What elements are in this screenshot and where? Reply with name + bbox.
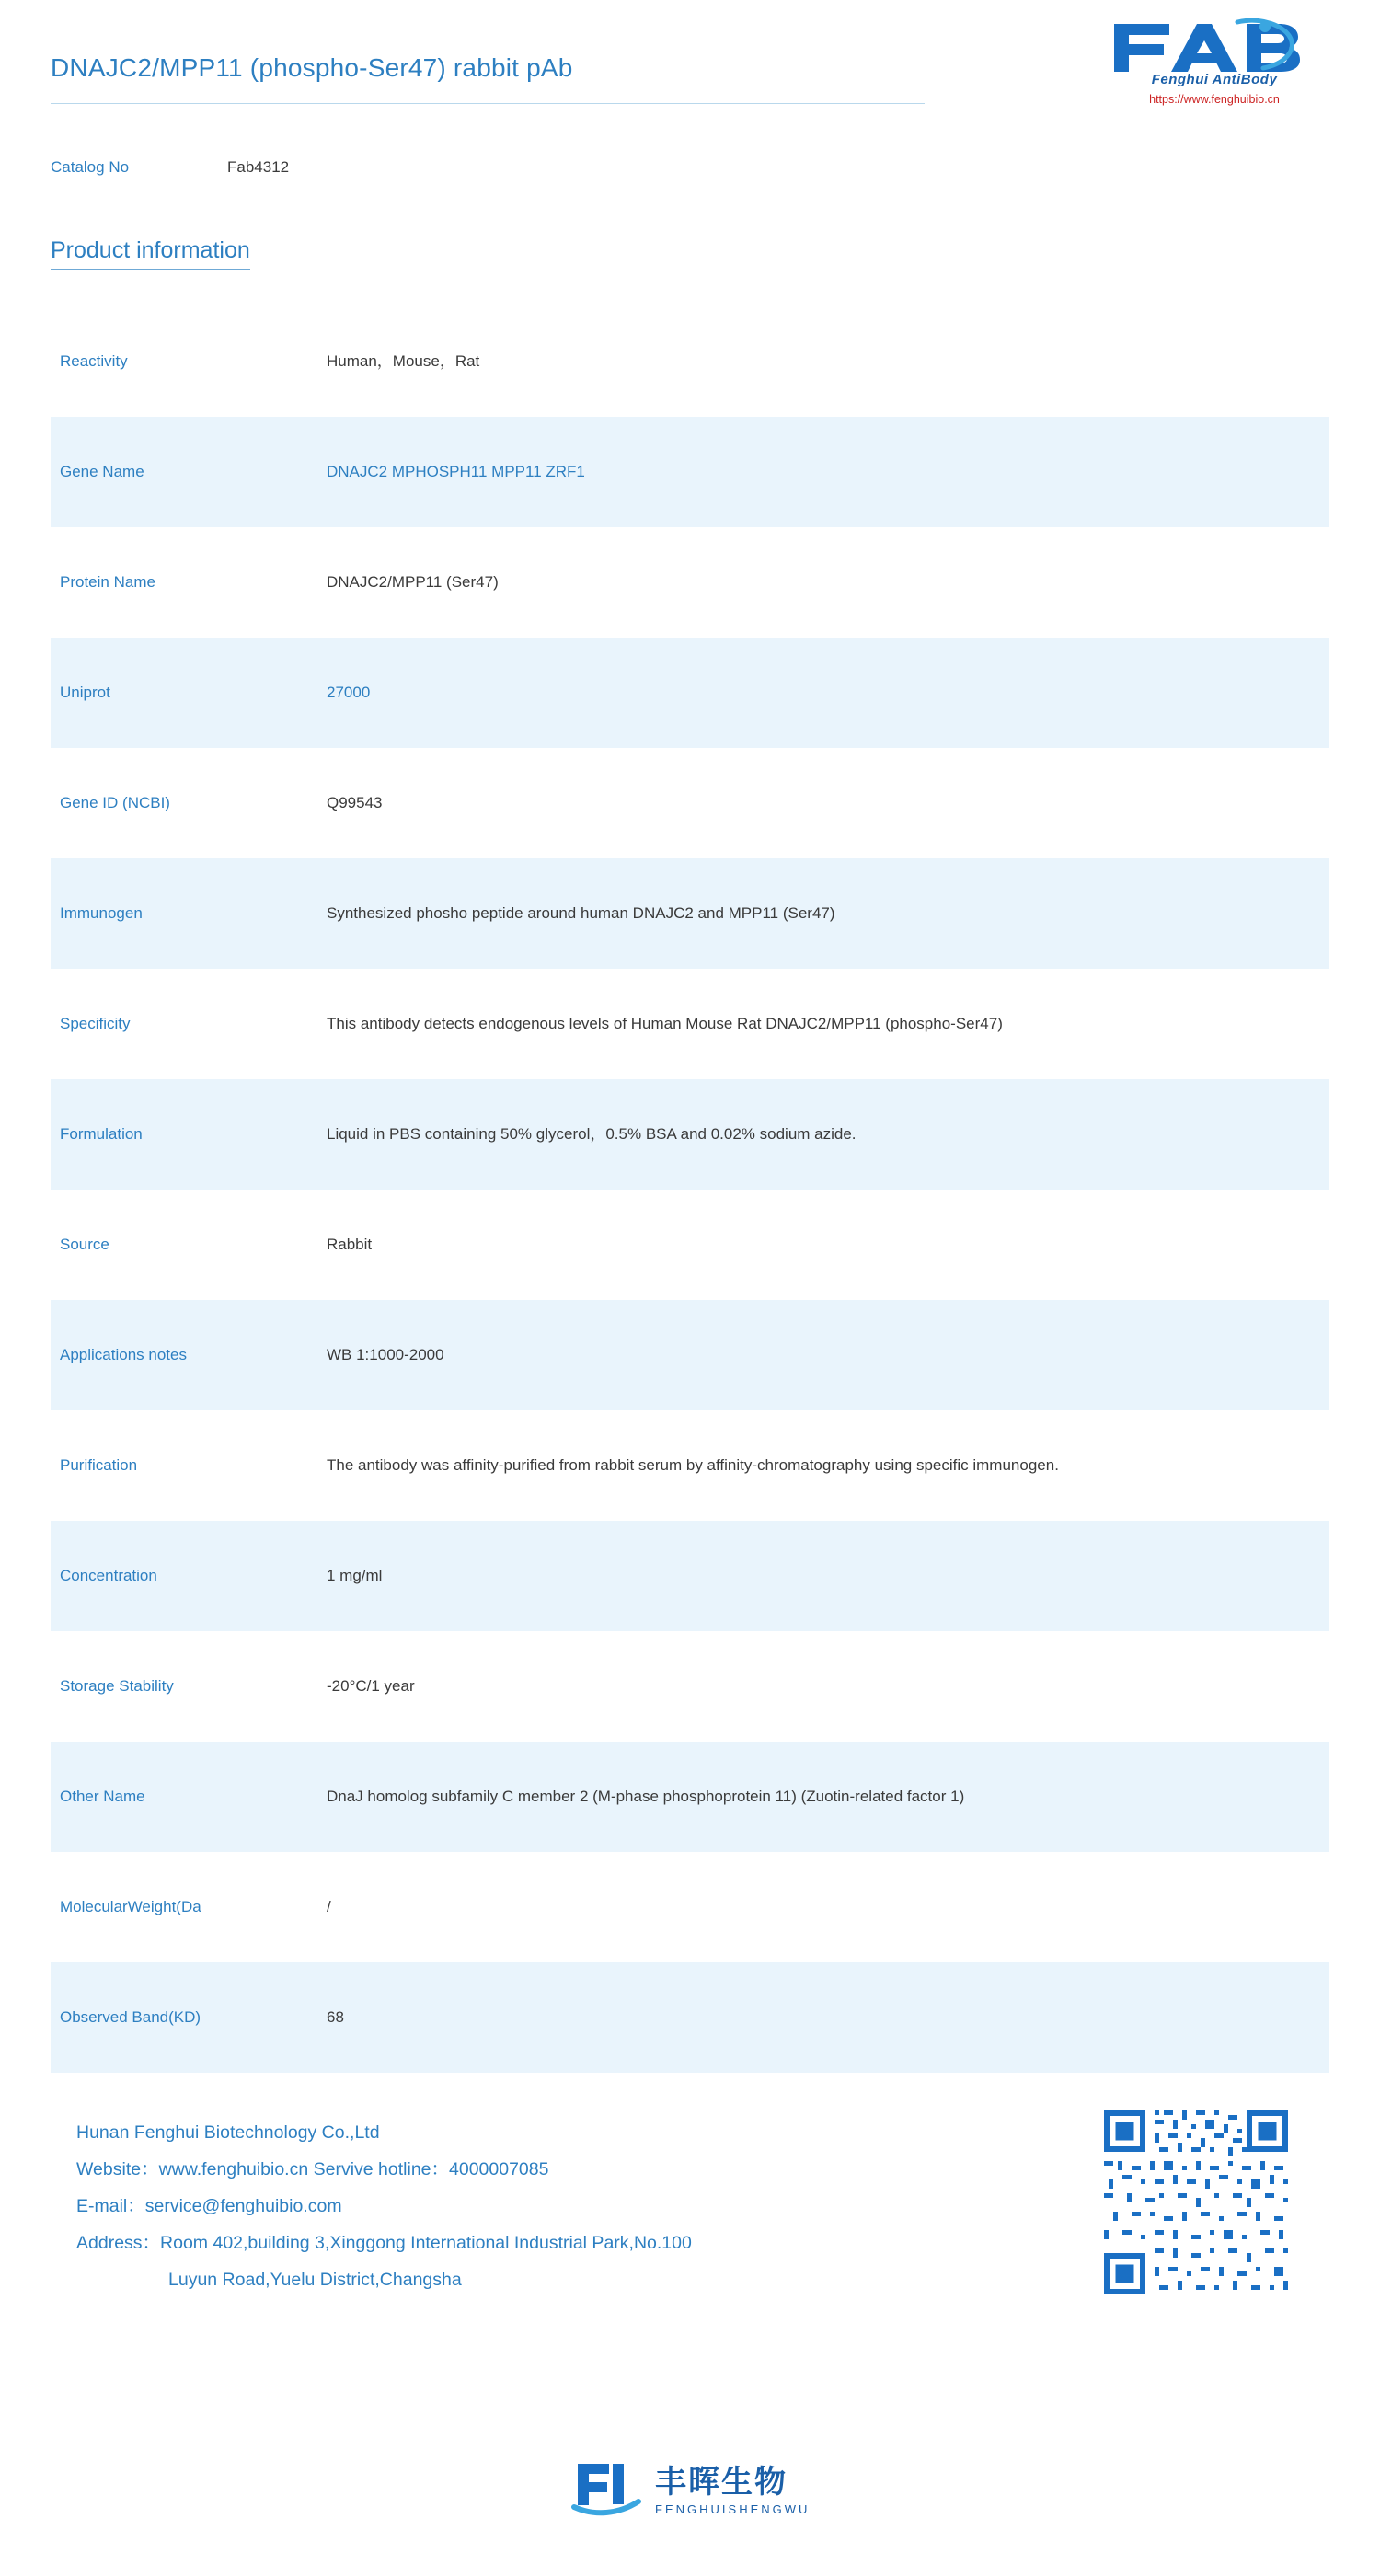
row-value: DnaJ homolog subfamily C member 2 (M-phase phosphoprotein 11) (Zuotin-related factor 1) [327,1788,965,1806]
footer-website: Website：www.fenghuibio.cn Servive hotline：4000007085 [76,2158,549,2179]
catalog-row [51,158,1329,182]
row-key: Source [60,1236,109,1253]
row-key: Storage Stability [60,1677,174,1695]
row-key: Specificity [60,1015,131,1032]
table-row [51,969,1329,1079]
row-value: 27000 [327,684,371,702]
row-value: -20°C/1 year [327,1677,415,1696]
table-row [51,1300,1329,1410]
logo-website-url: https://www.fenghuibio.cn [1149,93,1280,106]
document-header [51,0,1329,138]
row-value: DNAJC2 MPHOSPH11 MPP11 ZRF1 [327,463,585,481]
table-row [51,1190,1329,1300]
row-value: The antibody was affinity-purified from rabbit serum by affinity-chromatography using specific immunogen. [327,1456,1059,1475]
table-row [51,1742,1329,1852]
table-row [51,1079,1329,1190]
fab-logo-icon [1099,18,1329,75]
table-row [51,1631,1329,1742]
row-key: Purification [60,1456,138,1474]
catalog-value: Fab4312 [227,158,290,176]
row-key: MolecularWeight(Da [60,1898,201,1915]
row-value: DNAJC2/MPP11 (Ser47) [327,573,499,592]
row-key: Gene Name [60,463,144,480]
table-row [51,748,1329,858]
table-row [51,306,1329,417]
row-key: Reactivity [60,352,128,370]
footer-company: Hunan Fenghui Biotechnology Co.,Ltd [76,2122,380,2143]
row-value: Rabbit [327,1236,373,1254]
brand-name-en: FENGHUISHENGWU [655,2502,811,2517]
table-row [51,858,1329,969]
company-logo [1099,18,1329,106]
row-value: Q99543 [327,794,383,812]
row-key: Uniprot [60,684,110,701]
fenghui-logo-icon [570,2456,642,2525]
qr-code-icon [1099,2106,1293,2299]
row-key: Applications notes [60,1346,187,1363]
row-value: 68 [327,2008,344,2027]
logo-subtitle: Fenghui AntiBody [1151,72,1278,87]
page-title: DNAJC2/MPP11 (phospho-Ser47) rabbit pAb [51,53,573,82]
row-key: Observed Band(KD) [60,2008,201,2026]
row-value: Human，Mouse，Rat [327,352,480,371]
table-row [51,1852,1329,1962]
row-value: Liquid in PBS containing 50% glycerol，0.5% BSA and 0.02% sodium azide. [327,1125,857,1144]
row-key: Other Name [60,1788,145,1805]
row-value: / [327,1898,331,1916]
row-key: Formulation [60,1125,143,1143]
document-footer [51,2106,1329,2409]
row-key: Protein Name [60,573,155,591]
table-row [51,417,1329,527]
table-row [51,638,1329,748]
table-row [51,1410,1329,1521]
brand-footer [0,2456,1380,2525]
row-value: This antibody detects endogenous levels of Human Mouse Rat DNAJC2/MPP11 (phospho-Ser47) [327,1015,1003,1033]
row-value: 1 mg/ml [327,1567,383,1585]
table-row [51,527,1329,638]
table-row [51,1521,1329,1631]
row-key: Gene ID (NCBI) [60,794,170,811]
product-information-table [51,306,1329,2073]
row-value: Synthesized phosho peptide around human DNAJC2 and MPP11 (Ser47) [327,904,835,923]
title-divider [51,103,925,104]
row-value: WB 1:1000-2000 [327,1346,444,1364]
row-key: Concentration [60,1567,157,1584]
section-title: Product information [51,237,250,270]
brand-name-cn: 丰晖生物 [655,2464,788,2500]
footer-address-line2: Luyun Road,Yuelu District,Changsha [168,2269,462,2290]
footer-address-line1: Address：Room 402,building 3,Xinggong International Industrial Park,No.100 [76,2232,692,2253]
catalog-label: Catalog No [51,158,130,176]
row-key: Immunogen [60,904,143,922]
table-row [51,1962,1329,2073]
footer-contact-block [76,2115,692,2299]
footer-email: E-mail：service@fenghuibio.com [76,2195,342,2216]
